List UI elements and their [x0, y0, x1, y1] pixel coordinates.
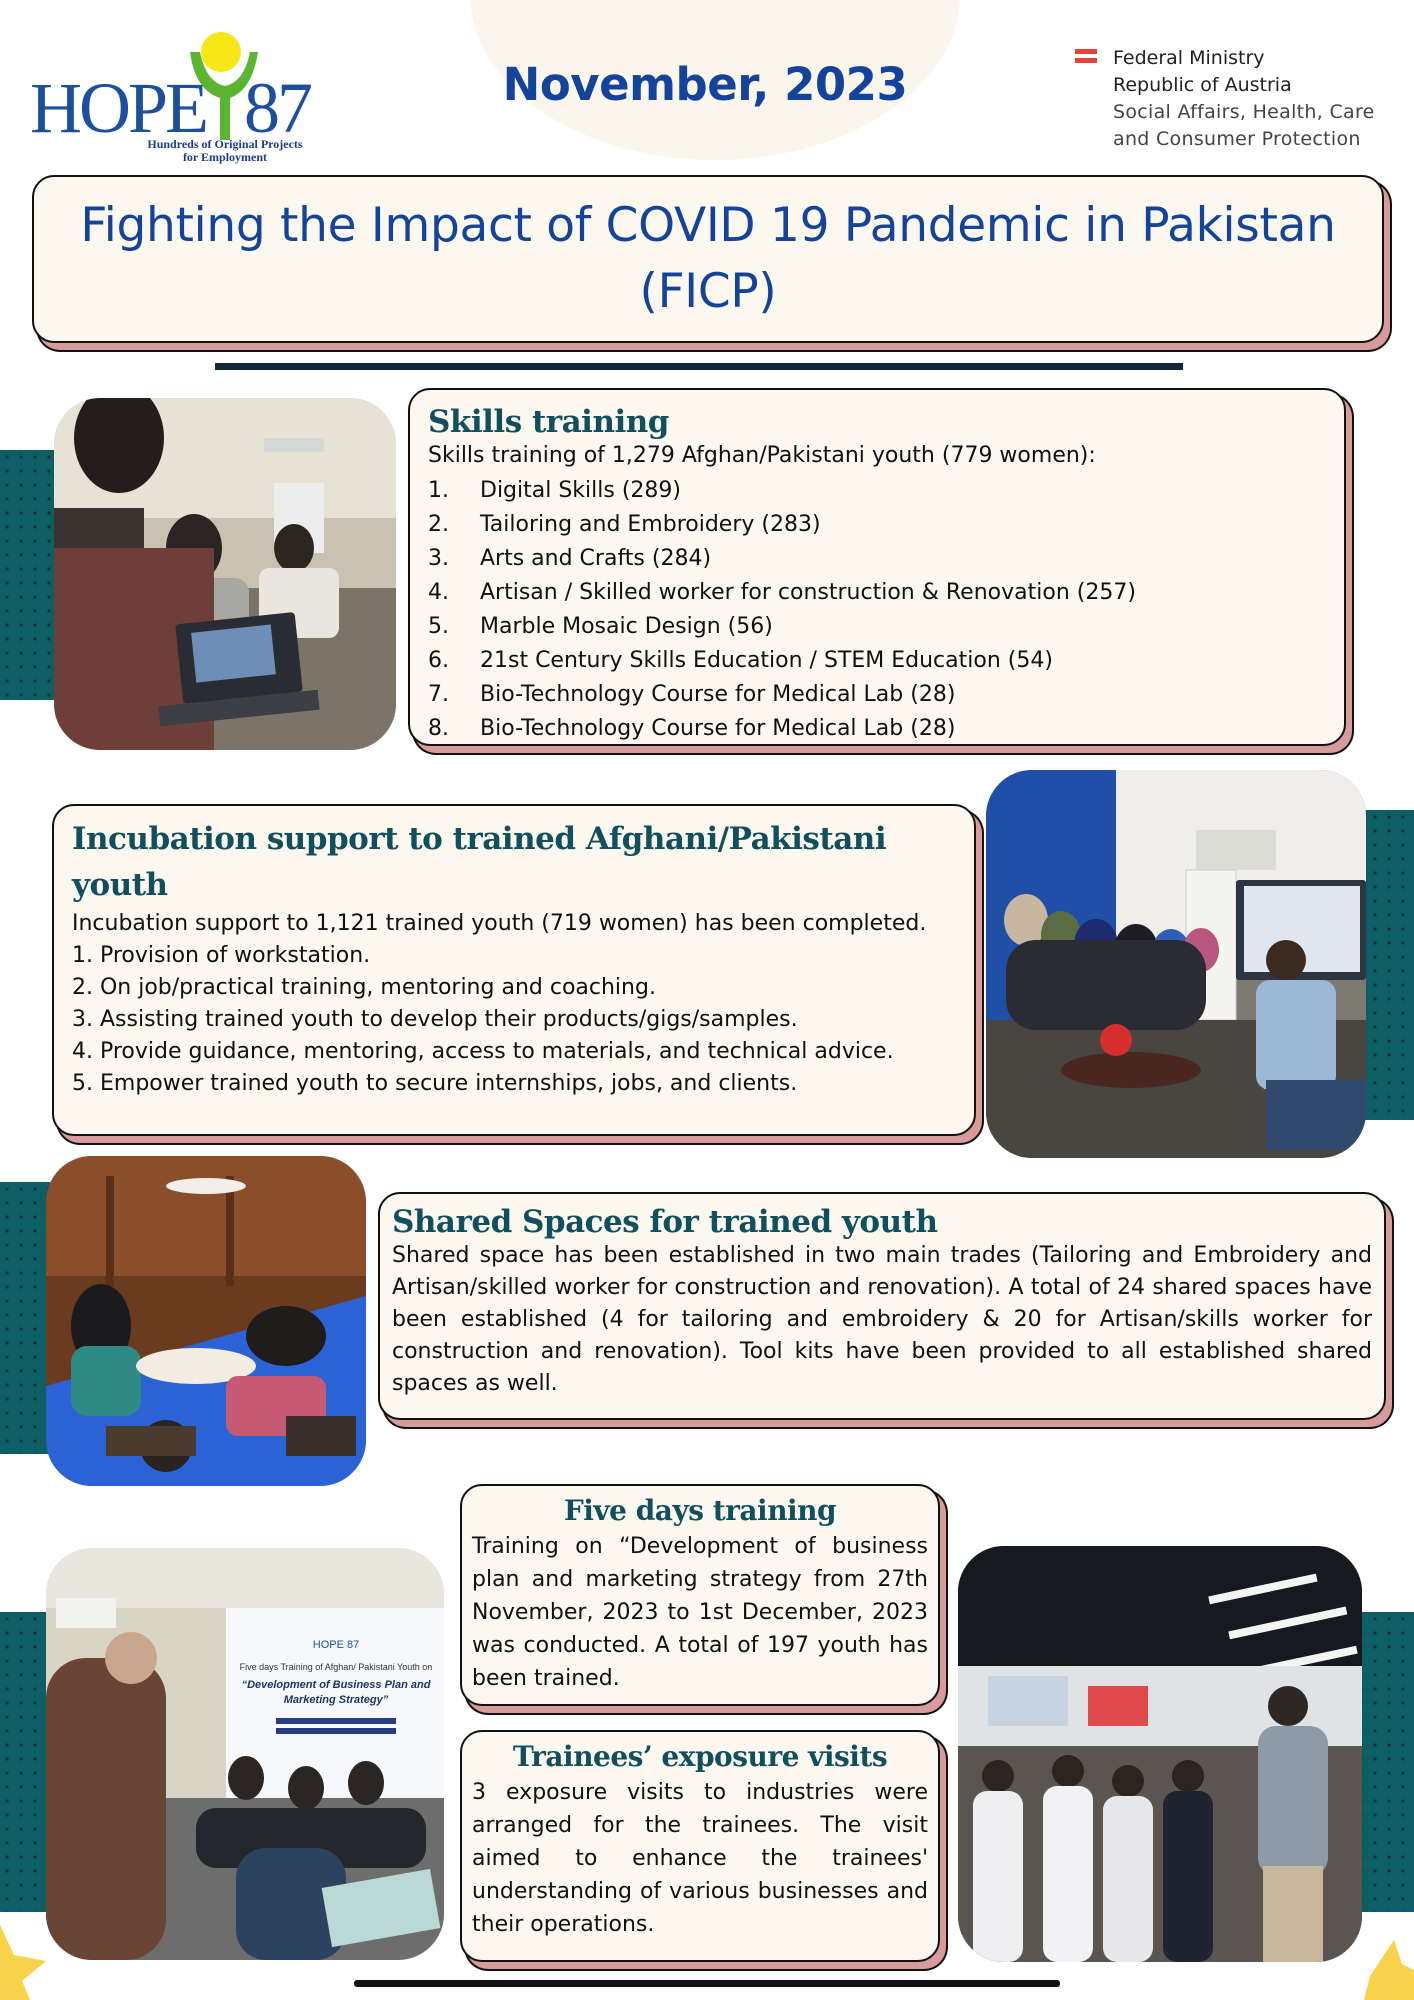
ministry-logo — [1075, 45, 1405, 153]
bottom-divider — [354, 1980, 1060, 1987]
list-item: 3. Assisting trained youth to develop their products/gigs/samples. — [72, 1007, 798, 1032]
incubation-card — [52, 804, 976, 1136]
logo-subtitle: Hundreds of Original Projects for Employment — [147, 137, 303, 164]
decorative-band — [0, 450, 60, 700]
svg-text:87: 87 — [244, 68, 310, 140]
newsletter-date: November, 2023 — [502, 58, 908, 111]
hope87-logo — [30, 30, 330, 170]
star-decoration-icon — [0, 1915, 48, 2000]
skills-intro: Skills training of 1,279 Afghan/Pakistani youth (779 women): — [428, 443, 1096, 468]
list-item: 8. Bio-Technology Course for Medical Lab (28) — [428, 716, 956, 741]
austria-flag-icon — [1075, 49, 1097, 63]
shared-spaces-photo — [46, 1156, 366, 1486]
incubation-heading: Incubation support to trained Afghani/Pakistani youth — [72, 821, 887, 903]
list-item: 6. 21st Century Skills Education / STEM Education (54) — [428, 648, 1053, 673]
list-item: 1. Provision of workstation. — [72, 943, 371, 968]
banner-logo: HOPE 87 — [312, 1639, 360, 1651]
list-item: 7. Bio-Technology Course for Medical Lab (28) — [428, 682, 956, 707]
five-days-training-card — [460, 1484, 940, 1706]
incubation-intro: Incubation support to 1,121 trained youth (719 women) has been completed. — [72, 911, 927, 936]
title-divider — [215, 363, 1183, 370]
skills-training-card — [408, 388, 1346, 746]
list-item: 4. Provide guidance, mentoring, access to materials, and technical advice. — [72, 1039, 894, 1064]
list-item: 4. Artisan / Skilled worker for construction & Renovation (257) — [428, 580, 1136, 605]
ministry-line-2: Republic of Austria — [1113, 74, 1292, 96]
shared-heading: Shared Spaces for trained youth — [392, 1204, 938, 1240]
banner-title-2: Marketing Strategy” — [283, 1694, 389, 1706]
five-days-heading: Five days training — [563, 1494, 837, 1527]
incubation-photo — [986, 770, 1366, 1158]
decorative-band — [1354, 1612, 1414, 1912]
exposure-visit-photo — [958, 1546, 1362, 1962]
hope87-logo-icon — [30, 30, 330, 140]
svg-text:HOPE: HOPE — [30, 68, 207, 140]
five-days-text: Training on “Development of business plan and marketing strategy from 27th November, 2023 to 1st December, 2023 was conducted. A total of 197 youth has been trained. — [472, 1534, 928, 1691]
star-decoration-icon — [1354, 1940, 1414, 2000]
list-item: 1. Digital Skills (289) — [428, 478, 681, 503]
business-training-photo — [46, 1548, 444, 1960]
list-item: 2. On job/practical training, mentoring and coaching. — [72, 975, 656, 1000]
ministry-line-4: and Consumer Protection — [1113, 128, 1361, 150]
skills-training-photo — [54, 398, 396, 750]
shared-text: Shared space has been established in two main trades (Tailoring and Embroidery and Artisan/skilled worker for construction and renovation). A total of 24 shared spaces have been established (4 for tailoring and embroidery & 20 for Artisan/skills worker for construction and renovation). Tool kits have been provided to all established shared spaces as well. — [392, 1243, 1372, 1396]
banner-caption: Five days Training of Afghan/ Pakistani Youth on — [239, 1662, 433, 1672]
list-item: 5. Empower trained youth to secure internships, jobs, and clients. — [72, 1071, 798, 1096]
skills-heading: Skills training — [428, 404, 669, 440]
title-card — [32, 175, 1384, 343]
ministry-line-3: Social Affairs, Health, Care — [1113, 101, 1375, 123]
ministry-line-1: Federal Ministry — [1113, 47, 1265, 69]
list-item: 5. Marble Mosaic Design (56) — [428, 614, 773, 639]
shared-spaces-card — [378, 1192, 1386, 1420]
exposure-visits-text: 3 exposure visits to industries were arranged for the trainees. The visit aimed to enhance the trainees' understanding of various businesses and their operations. — [472, 1780, 928, 1937]
exposure-visits-heading: Trainees’ exposure visits — [512, 1740, 888, 1773]
list-item: 3. Arts and Crafts (284) — [428, 546, 712, 571]
skills-list — [428, 474, 1326, 746]
list-item: 2. Tailoring and Embroidery (283) — [428, 512, 821, 537]
decorative-band — [0, 1182, 50, 1454]
banner-title-1: “Development of Business Plan and — [241, 1679, 431, 1691]
exposure-visits-card — [460, 1730, 940, 1962]
page-title: Fighting the Impact of COVID 19 Pandemic in Pakistan (FICP) — [80, 198, 1336, 319]
